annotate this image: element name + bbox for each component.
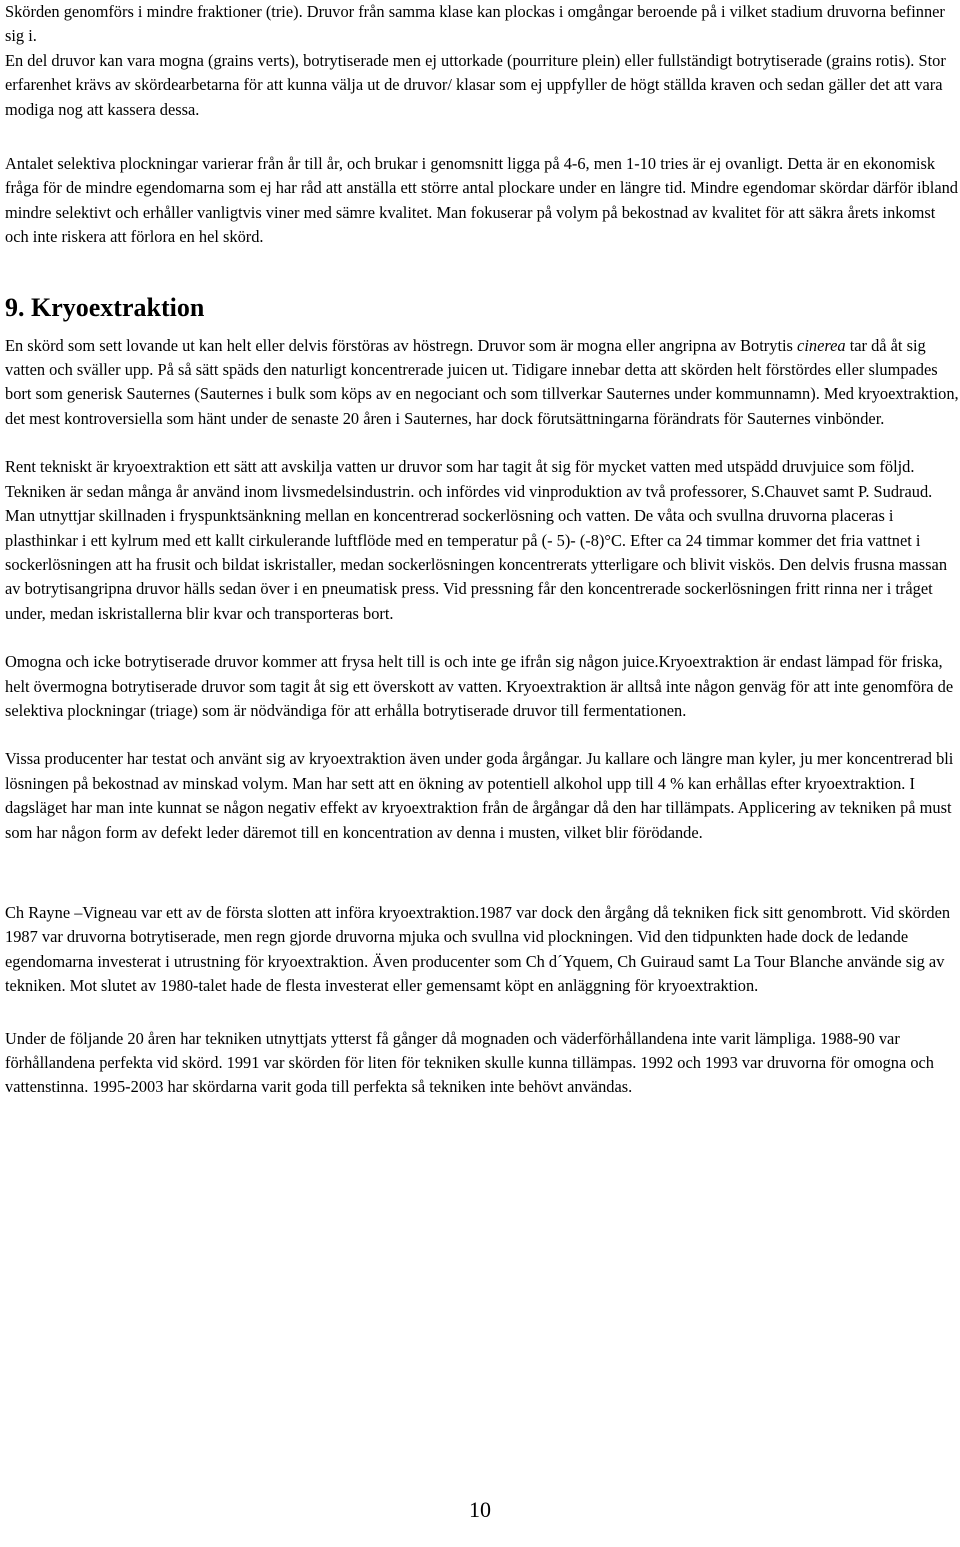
paragraph-recent-years: Under de följande 20 åren har tekniken utnyttjats ytterst få gånger då mognaden och väderförhållandena inte varit lämpliga. 1988-90 var förhållandena perfekta vid skörd. 1991 var skörden för liten för tekniken skulle kunna tillämpas. 1992 och 1993 var druvorna för omogna och vattenstinna. 1995-2003 har skördarna varit goda till perfekta så tekniken inte behövt användas. [5,1028,934,1097]
paragraph-history: Ch Rayne –Vigneau var ett av de första slotten att införa kryoextraktion.1987 var dock den årgång då tekniken fick sitt genombrott. Vid skörden 1987 var druvorna botrytiserade, men regn gjorde druvorna mjuka och svullna vid plockningen. Vid den tidpunkten hade dock de ledande egendomarna investerat i utrustning för kryoextraktion. Även producenter som Ch d´Yquem, Ch Guiraud samt La Tour Blanche använde sig av tekniken. Mot slutet av 1980-talet hade de flesta investerat eller gemensamt köpt en anläggning för kryoextraktion. [5,902,951,996]
paragraph-unripe-grapes: Omogna och icke botrytiserade druvor kommer att frysa helt till is och inte ge ifrån sig någon juice.Kryoextraktion är endast lämpad för friska, helt övermogna botrytiserade druvor som tagit åt sig ett överskott av vatten. Kryoextraktion är alltså inte någon genväg för att inte genomföra de selektiva plockningar (triage) som är nödvändiga för att erhålla botrytiserade druvor till fermentationen. [5,652,954,720]
section-heading: 9. Kryoextraktion [5,292,205,322]
paragraph-autumn-rain [5,334,960,432]
paragraph-grains: En del druvor kan vara mogna (grains verts), botrytiserade men ej uttorkade (pourriture plein) eller fullständigt botrytiserade (grains rotis). Stor erfarenhet krävs av skördearbetarna för att kunna välja ut de druvor/ klasar som ej uppfyller de högt ställda kraven och sedan gäller det att vara modiga nog att kassera dessa. [5,50,946,119]
paragraph-trie: Skörden genomförs i mindre fraktioner (trie). Druvor från samma klase kan plockas i omgångar beroende på i vilket stadium druvorna befinner sig i. [5,2,945,46]
page-number: 10 [469,1497,491,1522]
document-page [5,0,960,1100]
paragraph-autumn-rain-part-2: tar då åt sig vatten och sväller upp. På så sätt späds den naturligt koncentrerade juicen ut. Tidigare innebar detta att skörden helt förstördes eller slumpades bort som generisk Sauternes (Sauternes i bulk som köps av en negociant och som tillverkar Sauternes under kommunnamn). Med kryoextraktion, det mest kontroversiella som hänt under de senaste 20 åren i Sauternes, har dock förutsättningarna förändrats för Sauternes vinbönder. [5,335,959,428]
paragraph-selective-picking: Antalet selektiva plockningar varierar från år till år, och brukar i genomsnitt ligga på 4-6, men 1-10 tries är ej ovanligt. Detta är en ekonomisk fråga för de mindre egendomarna som ej har råd att anställa ett större antal plockare under en längre tid. Mindre egendomar skördar därför ibland mindre selektivt och erhåller vanligtvis viner med sämre kvalitet. Man fokuserar på volym på bekostnad av kvalitet för att säkra årets inkomst och inte riskera att förlora en hel skörd. [5,154,959,247]
paragraph-technique: Rent tekniskt är kryoextraktion ett sätt att avskilja vatten ur druvor som har tagit åt sig för mycket vatten med utspädd druvjuice som följd. Tekniken är sedan många år använd inom livsmedelsindustrin. och infördes vid vinproduktion av två professorer, S.Chauvet samt P. Sudraud. Man utnyttjar skillnaden i fryspunktsänkning mellan en koncentrerad sockerlösning och vatten. De våta och svullna druvorna placeras i plasthinkar i ett kylrum med ett kallt cirkulerande luftflöde med en temperatur på (- 5)- (-8)°C. Efter ca 24 timmar kommer det fria vattnet i sockerlösningen att ha frusit och bildat iskristaller, medan sockerlösningen koncentrerats ytterligare och blivit viskös. Den delvis frusna massan av botrytisangripna druvor hälls sedan över i en pneumatisk press. Vid pressning får den koncentrerade sockerlösningen fritt rinna ner i tråget under, medan iskristallerna blir kvar och transporteras bort. [5,457,948,623]
italic-term-cinerea: cinerea [797,335,846,355]
paragraph-autumn-rain-part-1: En skörd som sett lovande ut kan helt eller delvis förstöras av höstregn. Druvor som är mogna eller angripna av Botrytis [5,335,798,355]
paragraph-producers: Vissa producenter har testat och använt sig av kryoextraktion även under goda årgångar. Ju kallare och längre man kyler, ju mer koncentrerad bli lösningen på bekostnad av minskad volym. Man har sett att en ökning av potentiell alkohol upp till 4 % kan erhållas efter kryoextraktion. I dagsläget har man inte kunnat se någon negativ effekt av kryoextraktion från de årgångar då den har tillämpats. Applicering av tekniken på must som har någon form av defekt leder däremot till en koncentration av denna i musten, vilket blir förödande. [5,749,954,842]
